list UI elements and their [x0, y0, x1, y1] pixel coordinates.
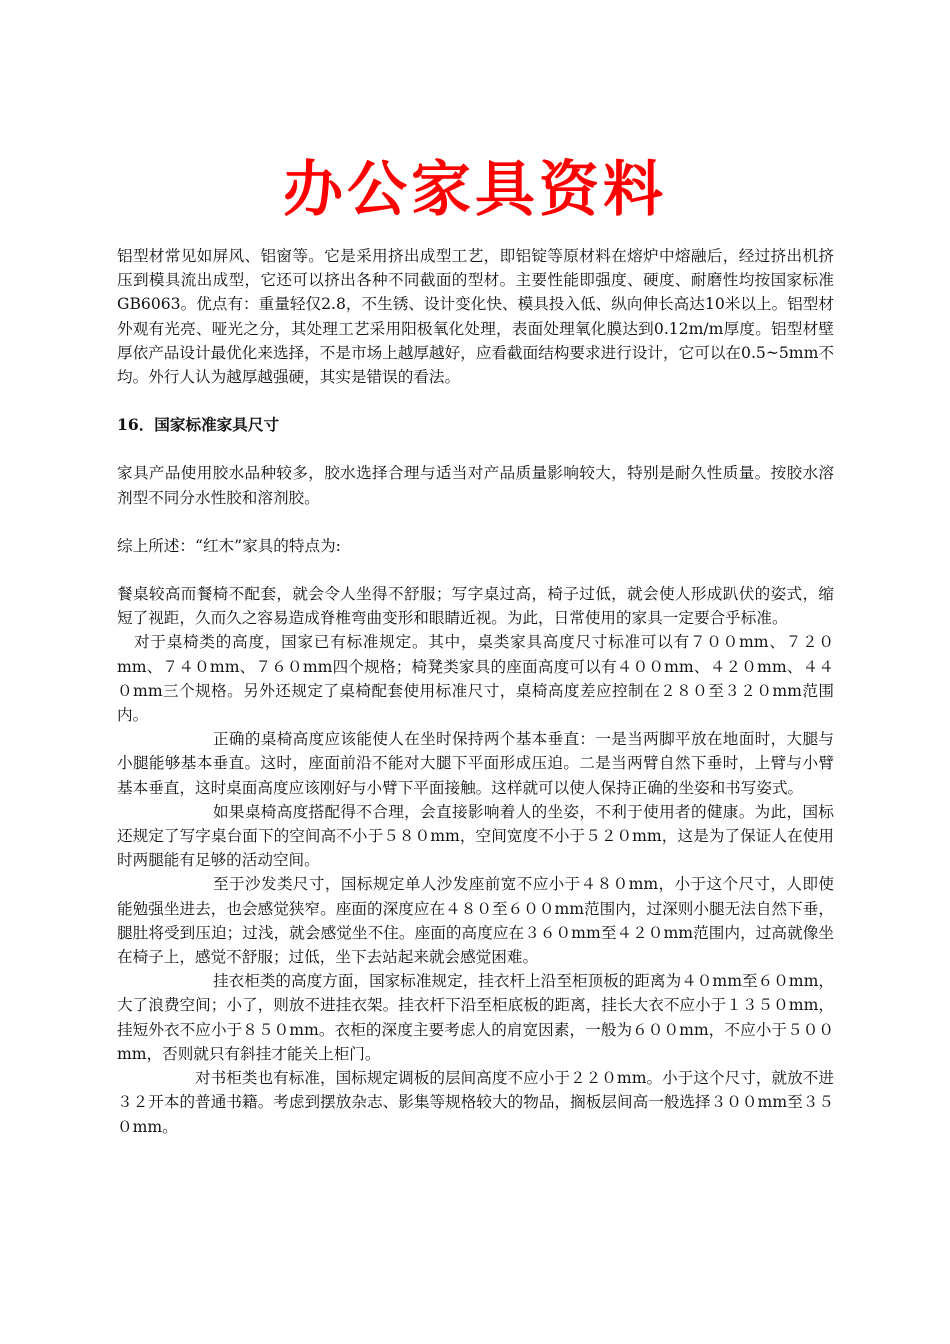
paragraph-correct-posture: 正确的桌椅高度应该能使人在坐时保持两个基本垂直：一是当两脚平放在地面时，大腿与小腿能够基本垂直。这时，座面前沿不能对大腿下平面形成压迫。二是当两臂自然下垂时，上臂与小臂基本垂直，这时桌面高度应该刚好与小臂下平面接触。这样就可以使人保持正确的坐姿和书写姿式。 — [117, 730, 834, 797]
section-heading: 16．国家标准家具尺寸 — [117, 415, 280, 435]
paragraph-desk-space: 如果桌椅高度搭配得不合理，会直接影响着人的坐姿，不利于使用者的健康。为此，国标还规定了写字桌台面下的空间高不小于５８０mm，空间宽度不小于５２０mm，这是为了保证人在使用时两腿能有足够的活动空间。 — [117, 802, 834, 870]
paragraph-aluminum-profile: 铝型材常见如屏风、铝窗等。它是采用挤出成型工艺，即铝锭等原材料在熔炉中熔融后，经过挤出机挤压到模具流出成型，它还可以挤出各种不同截面的型材。主要性能即强度、硬度、耐磨性均按国家标准GB6063。优点有：重量轻仅2.8，不生锈、设计变化快、模具投入低、纵向伸长高达10米以上。铝型材外观有光亮、哑光之分，其处理工艺采用阳极氧化处理，表面处理氧化膜达到0.12m/m厚度。铝型材壁厚依产品设计最优化来选择，不是市场上越厚越好，应看截面结构要求进行设计，它可以在0.5~5mm不均。外行人认为越厚越强硬，其实是错误的看法。 — [117, 247, 834, 387]
paragraph-bookcase: 对书柜类也有标准，国标规定调板的层间高度不应小于２２０mm。小于这个尺寸，就放不进３２开本的普通书籍。考虑到摆放杂志、影集等规格较大的物品，搁板层间高一般选择３００mm至３５０mm。 — [117, 1069, 834, 1136]
paragraph-sofa-size: 至于沙发类尺寸，国标规定单人沙发座前宽不应小于４８０mm，小于这个尺寸，人即使能勉强坐进去，也会感觉狭窄。座面的深度应在４８０至６００mm范围内，过深则小腿无法自然下垂，腿肚将受到压迫；过浅，就会感觉坐不住。座面的高度应在３６０mm至４２０mm范围内，过高就像坐在椅子上，感觉不舒服；过低，坐下去站起来就会感觉困难。 — [117, 875, 834, 967]
paragraph-wardrobe: 挂衣柜类的高度方面，国家标准规定，挂衣杆上沿至柜顶板的距离为４０mm至６０mm，大了浪费空间；小了，则放不进挂衣架。挂衣杆下沿至柜底板的距离，挂长大衣不应小于１３５０mm，挂短外衣不应小于８５０mm。衣柜的深度主要考虑人的肩宽因素，一般为６００mm，不应小于５００mm，否则就只有斜挂才能关上柜门。 — [117, 972, 834, 1063]
document-body — [117, 244, 834, 1139]
paragraph-spacer — [117, 558, 834, 582]
paragraph-spacer — [117, 389, 834, 413]
paragraph-dining-table: 餐桌较高而餐椅不配套，就会令人坐得不舒服；写字桌过高，椅子过低，就会使人形成趴伏的姿式，缩短了视距，久而久之容易造成脊椎弯曲变形和眼睛近视。为此，日常使用的家具一定要合乎标准。 — [117, 585, 834, 628]
paragraph-spacer — [117, 437, 834, 461]
paragraph-table-chair-height: 对于桌椅类的高度，国家已有标准规定。其中，桌类家具高度尺寸标准可以有７００mm、７２０mm、７４０mm、７６０mm四个规格；椅凳类家具的座面高度可以有４００mm、４２０mm、４４０mm三个规格。另外还规定了桌椅配套使用标准尺寸，桌椅高度差应控制在２８０至３２０mm范围内。 — [117, 633, 834, 725]
paragraph-glue: 家具产品使用胶水品种较多，胶水选择合理与适当对产品质量影响较大，特别是耐久性质量。按胶水溶剂型不同分水性胶和溶剂胶。 — [117, 464, 834, 507]
paragraph-spacer — [117, 510, 834, 534]
document-title: 办公家具资料 — [283, 155, 667, 225]
paragraph-summary: 综上所述：“红木”家具的特点为: — [117, 536, 341, 555]
